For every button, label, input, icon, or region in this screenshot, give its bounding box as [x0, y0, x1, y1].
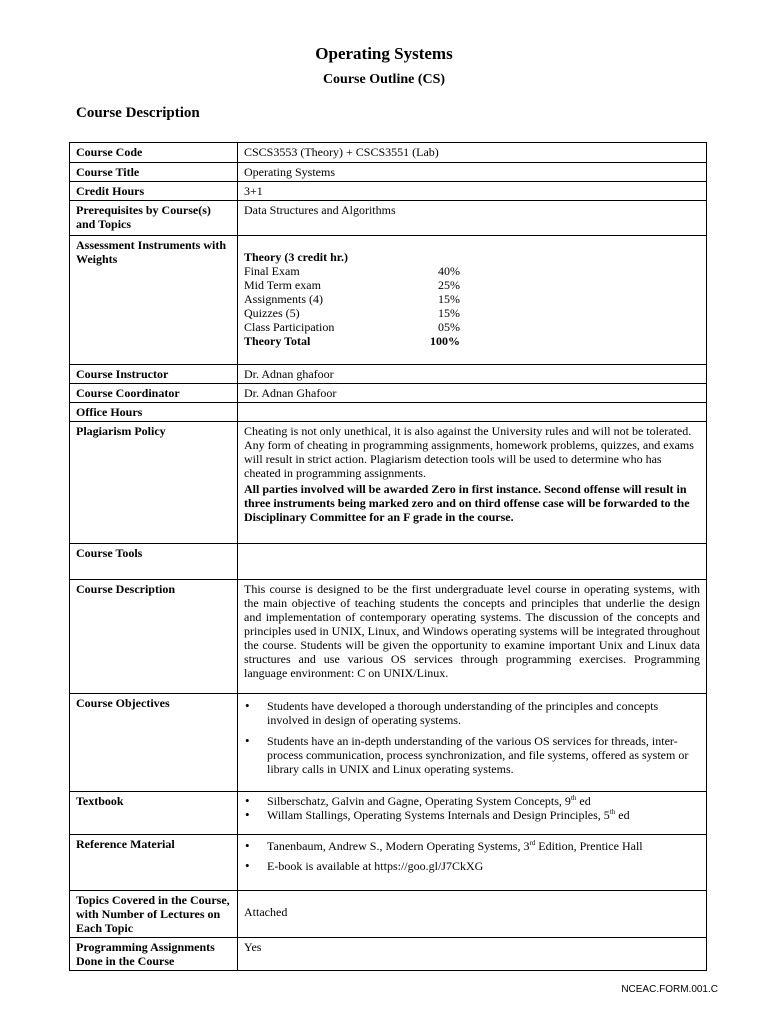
superscript: th: [570, 794, 577, 802]
row-label: Programming Assignments Done in the Course: [70, 938, 238, 971]
assessment-name: Final Exam: [244, 264, 300, 278]
row-label: Course Title: [70, 163, 238, 182]
row-label: Course Coordinator: [70, 384, 238, 403]
table-row: [70, 938, 707, 971]
list-item: [244, 839, 700, 853]
table-row: [70, 422, 707, 544]
table-row: [70, 544, 707, 580]
row-label: Plagiarism Policy: [70, 422, 238, 544]
assessment-weight: 40%: [438, 264, 460, 278]
reference-text: Edition, Prentice Hall: [535, 839, 643, 853]
assessment-total-name: Theory Total: [244, 334, 311, 348]
list-item: [244, 734, 700, 776]
assessment-name: Mid Term exam: [244, 278, 321, 292]
bullet-icon: •: [245, 698, 250, 713]
document-title: Operating Systems: [315, 44, 453, 63]
row-value: Yes: [238, 938, 707, 971]
textbook-list: [244, 794, 700, 822]
row-label: Course Objectives: [70, 694, 238, 792]
textbook-cell: [238, 792, 707, 835]
assessment-total: [244, 334, 700, 348]
table-row: [70, 182, 707, 201]
textbook-text: ed: [576, 794, 591, 808]
document-subtitle: Course Outline (CS): [322, 72, 446, 87]
table-row: [70, 792, 707, 835]
course-description-text: This course is designed to be the first undergraduate level course in operating systems, with the main objective of teaching students the concepts and principles that underlie the design and implementation of contemporary operating systems. The discussion of the concepts and principles used in UNIX, Linux, and Windows operating systems will be integrated throughout the course. Students will be given the opportunity to examine important Unix and Linux data structures and use various OS services through programming exercises. Programming language environment: C on UNIX/Linux.: [238, 580, 707, 694]
assessment-item: [244, 264, 700, 278]
textbook-text: ed: [615, 808, 630, 822]
table-row: [70, 694, 707, 792]
row-value: [238, 403, 707, 422]
objectives-list: [244, 699, 700, 776]
list-item: [244, 808, 700, 822]
textbook-text: Silberschatz, Galvin and Gagne, Operating System Concepts, 9: [267, 794, 571, 808]
assessment-weight: 15%: [438, 306, 460, 320]
row-label: Credit Hours: [70, 182, 238, 201]
course-outline-table: [69, 142, 707, 971]
row-label: Course Code: [70, 143, 238, 163]
assessment-item: [244, 292, 700, 306]
bullet-icon: •: [245, 793, 250, 808]
assessment-weight: 05%: [438, 320, 460, 334]
plagiarism-text: Cheating is not only unethical, it is also against the University rules and will not be tolerated. Any form of cheating in programming assignments, homework problems, quizzes, and exams will result in strict action. Plagiarism detection tools will be used to determine who has cheated in programming assignments.: [244, 424, 694, 480]
row-label: Reference Material: [70, 835, 238, 891]
assessment-item: [244, 320, 700, 334]
row-value: CSCS3553 (Theory) + CSCS3551 (Lab): [238, 143, 707, 163]
table-row: [70, 835, 707, 891]
section-heading: Course Description: [76, 105, 200, 121]
bullet-icon: •: [245, 838, 250, 853]
superscript: th: [609, 808, 616, 816]
plagiarism-penalty: All parties involved will be awarded Zero in first instance. Second offense will result in three instruments being marked zero and on third offense case will be forwarded to the Disciplinary Committee for an F grade in the course.: [244, 482, 690, 524]
table-row: [70, 143, 707, 163]
table-row: [70, 201, 707, 236]
row-value: [238, 891, 707, 938]
table-row: [70, 891, 707, 938]
row-label: Prerequisites by Course(s) and Topics: [70, 201, 238, 236]
assessment-heading: Theory (3 credit hr.): [244, 250, 348, 264]
reference-text: Tanenbaum, Andrew S., Modern Operating Systems, 3: [267, 839, 530, 853]
table-row: [70, 236, 707, 365]
list-item: [244, 794, 700, 808]
row-label: Textbook: [70, 792, 238, 835]
plagiarism-cell: [238, 422, 707, 544]
assessment-item: [244, 306, 700, 320]
assessment-weight: 25%: [438, 278, 460, 292]
table-row: [70, 365, 707, 384]
objective-text: Students have developed a thorough understanding of the principles and concepts involved in design of operating systems.: [267, 699, 659, 727]
row-value: Operating Systems: [238, 163, 707, 182]
assessment-item: [244, 278, 700, 292]
list-item: [244, 859, 700, 873]
row-label: Course Description: [70, 580, 238, 694]
row-value: [238, 544, 707, 580]
table-row: [70, 384, 707, 403]
form-code: NCEAC.FORM.001.C: [621, 984, 718, 995]
topics-value: Attached: [244, 905, 288, 919]
row-label: Assessment Instruments with Weights: [70, 236, 238, 365]
superscript: rd: [529, 839, 536, 847]
row-value: 3+1: [238, 182, 707, 201]
assessment-name: Assignments (4): [244, 292, 323, 306]
row-value: Data Structures and Algorithms: [238, 201, 707, 236]
bullet-icon: •: [245, 733, 250, 748]
reference-cell: [238, 835, 707, 891]
objectives-cell: [238, 694, 707, 792]
list-item: [244, 699, 700, 727]
assessment-total-weight: 100%: [430, 334, 460, 348]
bullet-icon: •: [245, 807, 250, 822]
assessment-weight: 15%: [438, 292, 460, 306]
reference-list: [244, 839, 700, 873]
table-row: [70, 580, 707, 694]
table-row: [70, 403, 707, 422]
assessment-name: Class Participation: [244, 320, 335, 334]
assessment-cell: [238, 236, 707, 365]
row-value: Dr. Adnan Ghafoor: [238, 384, 707, 403]
objective-text: Students have an in-depth understanding of the various OS services for threads, inter-process communication, process synchronization, and file systems, offered as system or library calls in UNIX and Linux operating systems.: [267, 734, 689, 776]
textbook-text: Willam Stallings, Operating Systems Internals and Design Principles, 5: [267, 808, 610, 822]
bullet-icon: •: [245, 858, 250, 873]
table-row: [70, 163, 707, 182]
row-label: Course Tools: [70, 544, 238, 580]
row-value: Dr. Adnan ghafoor: [238, 365, 707, 384]
row-label: Topics Covered in the Course, with Number of Lectures on Each Topic: [70, 891, 238, 938]
row-label: Office Hours: [70, 403, 238, 422]
row-label: Course Instructor: [70, 365, 238, 384]
assessment-name: Quizzes (5): [244, 306, 300, 320]
reference-text: E-book is available at https://goo.gl/J7CkXG: [267, 859, 484, 873]
